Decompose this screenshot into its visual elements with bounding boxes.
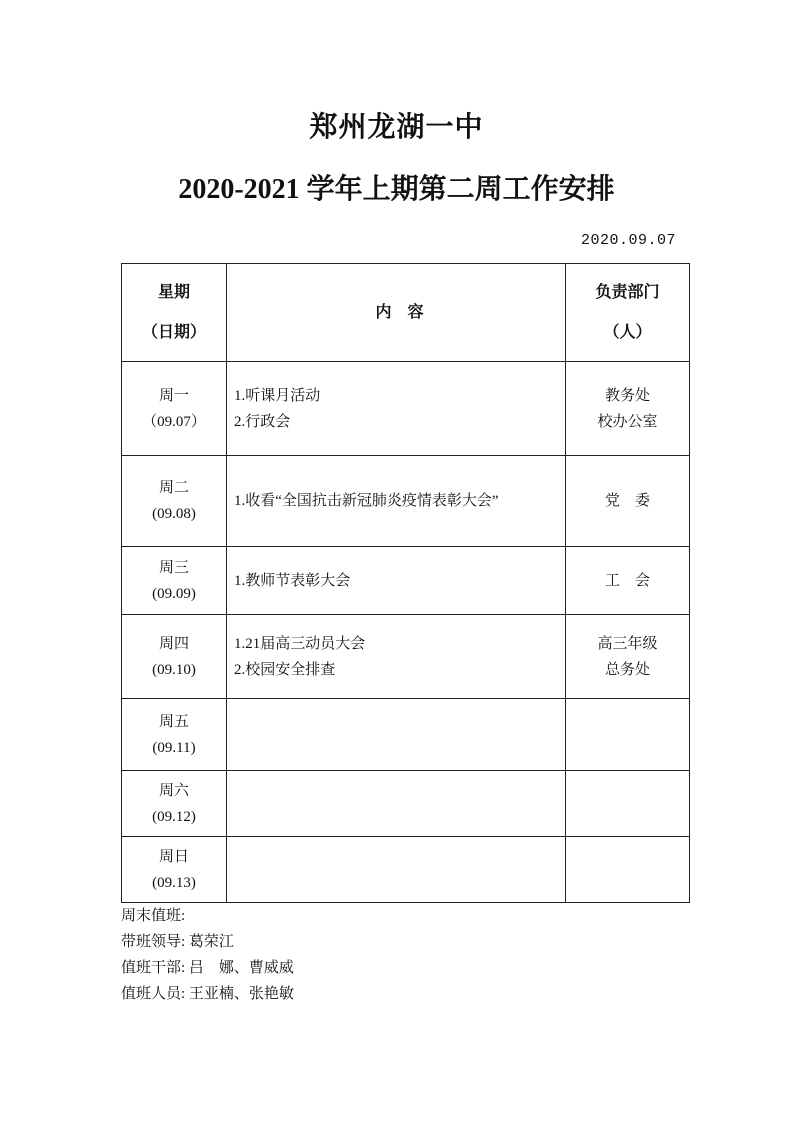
table-row bbox=[122, 771, 690, 837]
day-name: 周二 bbox=[158, 480, 189, 496]
dept-name: 高三年级 bbox=[597, 635, 658, 652]
table-row bbox=[122, 837, 690, 903]
dept-cell-empty bbox=[566, 837, 690, 903]
dept-cell-empty bbox=[566, 771, 690, 837]
table-header-row bbox=[122, 264, 690, 362]
duty-staff: 值班人员: 王亚楠、张艳敏 bbox=[121, 986, 294, 1002]
day-cell bbox=[122, 456, 227, 547]
header-date-label: （日期） bbox=[141, 323, 206, 341]
day-date: (09.09) bbox=[152, 585, 196, 602]
header-person-label: （人） bbox=[603, 323, 652, 341]
content-cell-empty bbox=[227, 771, 566, 837]
day-cell bbox=[122, 547, 227, 615]
day-cell bbox=[122, 771, 227, 837]
content-cell bbox=[227, 362, 566, 456]
header-content-cell bbox=[227, 264, 566, 362]
content-cell-empty bbox=[227, 837, 566, 903]
table-row bbox=[122, 456, 690, 547]
document-title: 郑州龙湖一中 bbox=[309, 112, 484, 143]
day-cell bbox=[122, 615, 227, 699]
table-row bbox=[122, 615, 690, 699]
header-dept-label: 负责部门 bbox=[595, 283, 660, 301]
header-content-label: 内 容 bbox=[375, 303, 424, 321]
day-date: (09.10) bbox=[152, 661, 196, 678]
content-item: 1.收看“全国抗击新冠肺炎疫情表彰大会” bbox=[234, 493, 499, 509]
day-cell bbox=[122, 699, 227, 771]
content-item: 1.听课月活动 bbox=[234, 387, 321, 404]
header-day-cell bbox=[122, 264, 227, 362]
day-date: (09.12) bbox=[152, 808, 196, 825]
table-row bbox=[122, 362, 690, 456]
weekend-duty-section bbox=[121, 903, 294, 1007]
day-name: 周三 bbox=[158, 559, 189, 576]
document-date: 2020.09.07 bbox=[580, 232, 676, 249]
duty-leader: 带班领导: 葛荣江 bbox=[121, 934, 234, 950]
dept-name: 校办公室 bbox=[597, 413, 658, 430]
day-date: (09.08) bbox=[152, 506, 196, 522]
day-name: 周一 bbox=[158, 387, 189, 404]
header-dept-cell bbox=[566, 264, 690, 362]
day-name: 周四 bbox=[158, 635, 189, 652]
header-day-label: 星期 bbox=[157, 283, 190, 301]
dept-cell bbox=[566, 547, 690, 615]
day-name: 周六 bbox=[158, 782, 189, 799]
day-cell bbox=[122, 837, 227, 903]
document-subtitle: 2020-2021 学年上期第二周工作安排 bbox=[178, 174, 615, 205]
duty-heading: 周末值班: bbox=[121, 908, 186, 924]
dept-cell-empty bbox=[566, 699, 690, 771]
day-cell bbox=[122, 362, 227, 456]
content-cell-empty bbox=[227, 699, 566, 771]
table-row bbox=[122, 547, 690, 615]
content-item: 1.教师节表彰大会 bbox=[234, 572, 351, 589]
content-cell bbox=[227, 547, 566, 615]
duty-cadre: 值班干部: 吕 娜、曹威威 bbox=[121, 960, 294, 976]
content-item: 2.行政会 bbox=[234, 413, 291, 430]
content-item: 1.21届高三动员大会 bbox=[234, 635, 366, 652]
day-date: （09.07） bbox=[142, 413, 206, 430]
day-date: (09.13) bbox=[152, 874, 196, 891]
content-item: 2.校园安全排查 bbox=[234, 661, 336, 678]
dept-cell bbox=[566, 615, 690, 699]
day-date: (09.11) bbox=[152, 739, 196, 756]
content-cell bbox=[227, 456, 566, 547]
day-name: 周五 bbox=[158, 713, 189, 730]
content-cell bbox=[227, 615, 566, 699]
dept-name: 教务处 bbox=[604, 387, 650, 404]
dept-name: 总务处 bbox=[604, 661, 650, 678]
dept-cell bbox=[566, 362, 690, 456]
dept-name: 工 会 bbox=[604, 572, 650, 589]
schedule-table bbox=[121, 263, 690, 903]
dept-cell bbox=[566, 456, 690, 547]
dept-name: 党 委 bbox=[604, 493, 650, 509]
table-row bbox=[122, 699, 690, 771]
day-name: 周日 bbox=[158, 848, 189, 865]
